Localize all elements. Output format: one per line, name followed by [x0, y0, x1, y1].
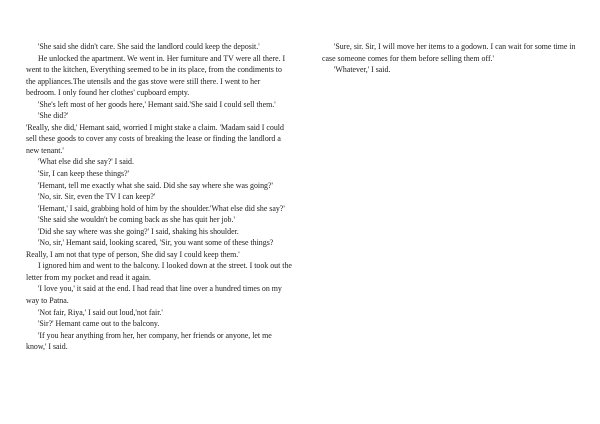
paragraph: 'Whatever,' I said. — [334, 65, 391, 75]
paragraph: 'Sir, I can keep these things?' — [38, 169, 130, 179]
paragraph: 'I love you,' it said at the end. I had read that line over a hundred times on my way to Patna. — [26, 284, 284, 306]
paragraph: 'If you hear anything from her, her company, her friends or anyone, let me know,' I said. — [26, 330, 274, 352]
paragraph: 'She did?' — [38, 111, 69, 121]
paragraph: 'No, sir,' Hemant said, looking scared, 'Sir, you want some of these things? Really, I am not that type of person, She did say I could keep them.' — [26, 238, 276, 259]
paragraph: 'Sir?' Hemant came out to the balcony. — [38, 319, 160, 329]
paragraph: 'She said she wouldn't be coming back as she has quit her job.' — [38, 215, 235, 225]
paragraph: 'What else did she say?' I said. — [38, 157, 134, 167]
paragraph: 'Hemant, tell me exactly what she said. Did she say where she was going?' — [38, 180, 273, 190]
paragraph: 'Really, she did,' Hemant said, worried I might stake a claim. 'Madam said I could sell these goods to cover any costs of breaking the lease or finding the landlord a new tenant.' — [26, 122, 286, 155]
paragraph: 'Did she say where was she going?' I said, shaking his shoulder. — [38, 226, 239, 236]
left-page-text — [26, 41, 292, 353]
paragraph: 'She's left most of her goods here,' Hemant said.'She said I could sell them.' — [38, 99, 276, 109]
paragraph: He unlocked the apartment. We went in. Her furniture and TV were all there. I went to the kitchen, Everything seemed to be in its place, from the condiments to the appliances.The utensils and the gas stove were still there. I went to her bedroom. I only found her clothes' cupboard empty. — [26, 53, 288, 98]
paragraph: 'Sure, sir. Sir, I will move her items to a godown. I can wait for some time in case someone comes for them before selling them off.' — [322, 42, 578, 63]
paragraph: 'Hemant,' I said, grabbing hold of him by the shoulder.'What else did she say?' — [38, 203, 285, 213]
paragraph: 'Not fair, Riya,' I said out loud,'not fair.' — [38, 307, 163, 317]
paragraph: 'She said she didn't care. She said the landlord could keep the deposit.' — [38, 42, 260, 51]
right-page-text — [322, 41, 579, 76]
paragraph: I ignored him and went to the balcony. I looked down at the street. I took out the letter from my pocket and read it again. — [26, 261, 294, 282]
paragraph: 'No, sir. Sir, even the TV I can keep?' — [38, 192, 156, 202]
